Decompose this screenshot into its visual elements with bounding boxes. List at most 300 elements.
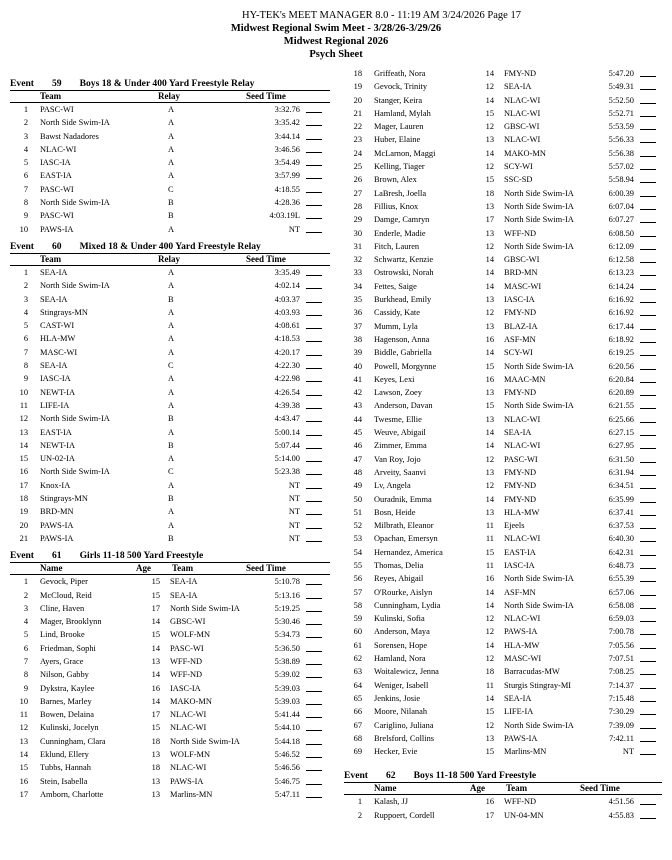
team-cell: MAKO-MN — [504, 148, 546, 158]
table-row — [10, 266, 330, 279]
team-cell: LIFE-IA — [504, 707, 534, 717]
team-cell: SEA-IA — [170, 577, 198, 587]
final-time-blank — [306, 730, 322, 731]
seed-time-cell: 5:47.20 — [608, 69, 634, 78]
age-cell: 13 — [151, 776, 160, 786]
table-row — [344, 493, 662, 506]
team-cell: FMY-ND — [504, 308, 537, 318]
rank-cell: 1 — [23, 267, 28, 277]
seed-time-cell: 4:22.30 — [274, 361, 300, 371]
seed-time-cell: 6:27.95 — [608, 441, 634, 451]
team-cell: Marlins-MN — [170, 789, 213, 799]
rank-cell: 16 — [19, 467, 28, 477]
table-row — [344, 652, 662, 665]
rank-cell: 50 — [353, 494, 362, 504]
seed-time-cell: NT — [288, 480, 300, 490]
results-list — [10, 103, 330, 236]
final-time-blank — [640, 568, 656, 569]
seed-time-cell: 4:43.47 — [274, 414, 300, 424]
age-cell: 15 — [485, 361, 494, 371]
team-cell: GBSC-WI — [170, 617, 206, 627]
team-cell: SSC-SD — [504, 175, 533, 185]
rank-cell: 9 — [23, 211, 28, 221]
age-cell: 12 — [485, 82, 494, 92]
age-cell: 14 — [485, 255, 494, 265]
seed-time-cell: 6:37.41 — [608, 507, 634, 517]
table-row — [10, 615, 330, 628]
relay-cell: A — [168, 400, 175, 410]
seed-time-cell: 6:48.73 — [608, 560, 634, 570]
swimmer-name-cell: Brown, Alex — [374, 175, 417, 185]
age-cell: 13 — [151, 789, 160, 799]
rank-cell: 41 — [353, 374, 362, 384]
age-cell: 15 — [151, 577, 160, 587]
report-header-line: HY-TEK's MEET MANAGER 8.0 - 11:19 AM 3/24/2026 Page 17 — [242, 10, 521, 21]
seed-time-cell: NT — [288, 507, 300, 517]
team-cell: WFF-ND — [170, 656, 203, 666]
final-time-blank — [306, 421, 322, 422]
table-row — [344, 320, 662, 333]
final-time-blank — [640, 129, 656, 130]
team-cell: PAWS-IA — [40, 520, 74, 530]
seed-time-cell: 7:42.11 — [608, 733, 634, 743]
seed-time-cell: 3:35.49 — [274, 267, 300, 277]
team-cell: North Side Swim-IA — [504, 574, 574, 584]
team-cell: NLAC-WI — [170, 723, 207, 733]
team-cell: SEA-IA — [504, 82, 532, 92]
table-row — [344, 705, 662, 718]
final-time-blank — [640, 408, 656, 409]
team-cell: EAST-IA — [40, 427, 72, 437]
table-row — [10, 399, 330, 412]
final-time-blank — [306, 408, 322, 409]
seed-time-cell: 4:20.17 — [274, 347, 300, 357]
seed-time-cell: 6:57.06 — [608, 587, 634, 597]
final-time-blank — [306, 744, 322, 745]
table-row — [10, 279, 330, 292]
team-cell: IASC-IA — [40, 374, 71, 384]
seed-time-cell: 6:13.23 — [608, 268, 634, 278]
team-cell: GBSC-WI — [504, 122, 540, 132]
final-time-blank — [306, 501, 322, 502]
team-cell: WOLF-MN — [170, 750, 211, 760]
team-cell: Marlins-MN — [504, 747, 547, 757]
team-cell: SEA-IA — [40, 294, 68, 304]
rank-cell: 68 — [353, 733, 362, 743]
rank-cell: 60 — [353, 627, 362, 637]
seed-time-cell: 6:12.09 — [608, 241, 634, 251]
final-time-blank — [306, 598, 322, 599]
table-row — [10, 319, 330, 332]
table-row — [10, 452, 330, 465]
final-time-blank — [640, 754, 656, 755]
seed-time-cell: 5:13.16 — [274, 590, 300, 600]
column-headers — [10, 563, 330, 575]
seed-time-cell: 4:03.37 — [274, 294, 300, 304]
swimmer-name-cell: Cline, Haven — [40, 603, 85, 613]
swimmer-name-cell: Kalash, JJ — [374, 797, 408, 807]
table-row — [10, 372, 330, 385]
rank-cell: 43 — [353, 401, 362, 411]
table-row — [10, 346, 330, 359]
relay-cell: A — [168, 307, 175, 317]
team-cell: UN-04-MN — [504, 810, 544, 820]
seed-time-cell: 5:44.18 — [274, 736, 300, 746]
table-row — [344, 386, 662, 399]
table-row — [344, 266, 662, 279]
age-cell: 13 — [485, 507, 494, 517]
event-61 — [10, 549, 330, 801]
table-row — [344, 147, 662, 160]
final-time-blank — [306, 797, 322, 798]
rank-cell: 51 — [353, 507, 362, 517]
age-cell: 13 — [485, 321, 494, 331]
final-time-blank — [640, 222, 656, 223]
age-cell: 14 — [485, 95, 494, 105]
seed-time-cell: 7:15.48 — [608, 693, 634, 703]
final-time-blank — [640, 462, 656, 463]
seed-time-cell: 5:49.31 — [608, 82, 634, 92]
team-cell: ASF-MN — [504, 334, 536, 344]
team-cell: PAWS-IA — [504, 733, 538, 743]
final-time-blank — [306, 528, 322, 529]
relay-cell: B — [168, 494, 174, 504]
seed-time-cell: 5:39.03 — [274, 683, 300, 693]
column-header-seed: Seed Time — [246, 91, 286, 101]
seed-time-cell: 4:28.36 — [274, 198, 300, 208]
team-cell: North Side Swim-IA — [40, 118, 110, 128]
results-list — [344, 795, 662, 822]
team-cell: North Side Swim-IA — [504, 241, 574, 251]
relay-cell: A — [168, 224, 175, 234]
team-cell: FMY-ND — [504, 494, 537, 504]
team-cell: North Side Swim-IA — [40, 414, 110, 424]
seed-time-cell: 4:26.54 — [274, 387, 300, 397]
table-row — [10, 116, 330, 129]
table-row — [344, 745, 662, 758]
rank-cell: 39 — [353, 348, 362, 358]
rank-cell: 16 — [19, 776, 28, 786]
final-time-blank — [306, 112, 322, 113]
table-row — [344, 639, 662, 652]
table-row — [10, 602, 330, 615]
table-row — [10, 156, 330, 169]
table-row — [10, 519, 330, 532]
rank-cell: 13 — [19, 736, 28, 746]
table-row — [344, 532, 662, 545]
team-cell: Sturgis Stingray-MI — [504, 680, 572, 690]
relay-cell: A — [168, 347, 175, 357]
table-row — [344, 160, 662, 173]
final-time-blank — [640, 648, 656, 649]
age-cell: 16 — [485, 574, 494, 584]
rank-cell: 4 — [23, 307, 28, 317]
table-row — [344, 360, 662, 373]
final-time-blank — [640, 818, 656, 819]
seed-time-cell: 5:41.44 — [274, 710, 300, 720]
swimmer-name-cell: Thomas, Delia — [374, 560, 424, 570]
event-title: Boys 11-18 500 Yard Freestyle — [413, 770, 537, 782]
team-cell: LIFE-IA — [40, 400, 70, 410]
final-time-blank — [306, 139, 322, 140]
team-cell: SEA-IA — [504, 693, 532, 703]
rank-cell: 2 — [23, 118, 28, 128]
team-cell: Stingrays-MN — [40, 307, 88, 317]
seed-time-cell: 6:37.53 — [608, 521, 634, 531]
rank-cell: 10 — [19, 387, 28, 397]
table-row — [344, 546, 662, 559]
rank-cell: 1 — [23, 105, 28, 114]
seed-time-cell: 6:20.84 — [608, 374, 634, 384]
rank-cell: 9 — [23, 683, 28, 693]
rank-cell: 35 — [353, 295, 362, 305]
table-row — [10, 439, 330, 452]
age-cell: 13 — [151, 750, 160, 760]
rank-cell: 66 — [353, 707, 362, 717]
table-row — [344, 479, 662, 492]
event-title: Mixed 18 & Under 400 Yard Freestyle Relay — [79, 240, 261, 252]
team-cell: EAST-IA — [40, 171, 72, 181]
seed-time-cell: NT — [288, 533, 300, 543]
final-time-blank — [306, 541, 322, 542]
column-header-name: Name — [40, 563, 63, 574]
age-cell: 14 — [151, 643, 160, 653]
rank-cell: 47 — [353, 454, 362, 464]
team-cell: WFF-ND — [504, 797, 537, 807]
age-cell: 14 — [151, 670, 160, 680]
swimmer-name-cell: Jenkins, Josie — [374, 693, 421, 703]
left-column — [10, 77, 330, 801]
relay-cell: B — [168, 414, 174, 424]
rank-cell: 64 — [353, 680, 362, 690]
table-row — [344, 466, 662, 479]
rank-cell: 58 — [353, 600, 362, 610]
age-cell: 17 — [151, 603, 160, 613]
column-headers — [10, 254, 330, 266]
team-cell: North Side Swim-IA — [40, 198, 110, 208]
final-time-blank — [306, 152, 322, 153]
relay-cell: B — [168, 211, 174, 221]
age-cell: 15 — [485, 707, 494, 717]
swimmer-name-cell: Weniger, Isabell — [374, 680, 429, 690]
age-cell: 18 — [485, 188, 494, 198]
rank-cell: 36 — [353, 308, 362, 318]
seed-time-cell: 5:46.52 — [274, 750, 300, 760]
final-time-blank — [306, 651, 322, 652]
table-row — [10, 412, 330, 425]
rank-cell: 2 — [357, 810, 362, 820]
team-cell: Bawst Nadadores — [40, 131, 99, 141]
event-label: Event — [10, 550, 34, 562]
final-time-blank — [640, 355, 656, 356]
column-headers — [344, 783, 662, 795]
table-row — [344, 200, 662, 213]
final-time-blank — [306, 435, 322, 436]
relay-cell: B — [168, 198, 174, 208]
swimmer-name-cell: Hecker, Evie — [374, 747, 418, 757]
table-row — [10, 306, 330, 319]
age-cell: 14 — [485, 693, 494, 703]
relay-cell: A — [168, 171, 175, 181]
rank-cell: 24 — [353, 148, 362, 158]
rank-cell: 3 — [23, 131, 28, 141]
final-time-blank — [640, 488, 656, 489]
relay-cell: B — [168, 294, 174, 304]
seed-time-cell: 5:57.02 — [608, 162, 634, 172]
rank-cell: 18 — [353, 69, 362, 78]
rank-cell: 10 — [19, 224, 28, 234]
team-cell: MASC-WI — [504, 654, 542, 664]
age-cell: 15 — [151, 723, 160, 733]
seed-time-cell: 5:58.94 — [608, 175, 634, 185]
swimmer-name-cell: Zimmer, Emma — [374, 441, 427, 451]
final-time-blank — [640, 804, 656, 805]
seed-time-cell: 4:18.53 — [274, 334, 300, 344]
seed-time-cell: 3:32.76 — [274, 105, 300, 114]
final-time-blank — [640, 103, 656, 104]
table-row — [10, 761, 330, 774]
age-cell: 17 — [485, 215, 494, 225]
rank-cell: 65 — [353, 693, 362, 703]
rank-cell: 55 — [353, 560, 362, 570]
age-cell: 12 — [485, 308, 494, 318]
final-time-blank — [640, 116, 656, 117]
team-cell: NEWT-IA — [40, 440, 76, 450]
swimmer-name-cell: Kulinski, Sofia — [374, 614, 425, 624]
rank-cell: 3 — [23, 294, 28, 304]
meet-subtitle: Midwest Regional 2026 — [283, 36, 389, 47]
age-cell: 15 — [485, 108, 494, 118]
rank-cell: 28 — [353, 201, 362, 211]
seed-time-cell: 6:25.66 — [608, 414, 634, 424]
team-cell: PAWS-IA — [170, 776, 204, 786]
swimmer-name-cell: Barnes, Marley — [40, 696, 92, 706]
age-cell: 14 — [485, 281, 494, 291]
table-row — [10, 748, 330, 761]
age-cell: 14 — [485, 428, 494, 438]
team-cell: North Side Swim-IA — [504, 201, 574, 211]
seed-time-cell: 4:02.14 — [274, 281, 300, 291]
seed-time-cell: 4:03.19L — [269, 211, 300, 221]
relay-cell: A — [168, 454, 175, 464]
swimmer-name-cell: Fillius, Knox — [374, 201, 419, 211]
seed-time-cell: 5:34.73 — [274, 630, 300, 640]
seed-time-cell: 5:52.71 — [608, 108, 634, 118]
final-time-blank — [306, 514, 322, 515]
age-cell: 12 — [485, 654, 494, 664]
swimmer-name-cell: Griffeath, Nora — [374, 69, 426, 78]
seed-time-cell: NT — [288, 224, 300, 234]
final-time-blank — [306, 637, 322, 638]
rank-cell: 27 — [353, 188, 362, 198]
age-cell: 14 — [485, 441, 494, 451]
seed-time-cell: 7:00.78 — [608, 627, 634, 637]
team-cell: SEA-IA — [40, 361, 68, 371]
seed-time-cell: 6:31.94 — [608, 467, 634, 477]
rank-cell: 15 — [19, 763, 28, 773]
seed-time-cell: 6:16.92 — [608, 308, 634, 318]
table-row — [344, 67, 662, 80]
seed-time-cell: 6:00.39 — [608, 188, 634, 198]
table-row — [344, 253, 662, 266]
rank-cell: 62 — [353, 654, 362, 664]
final-time-blank — [640, 395, 656, 396]
swimmer-name-cell: McCloud, Reid — [40, 590, 92, 600]
seed-time-cell: 6:12.58 — [608, 255, 634, 265]
rank-cell: 25 — [353, 162, 362, 172]
final-time-blank — [306, 302, 322, 303]
team-cell: EAST-IA — [504, 547, 536, 557]
final-time-blank — [306, 611, 322, 612]
age-cell: 12 — [485, 241, 494, 251]
final-time-blank — [640, 634, 656, 635]
event-title-bar — [344, 769, 662, 783]
rank-cell: 1 — [357, 797, 362, 807]
age-cell: 11 — [485, 534, 494, 544]
event-60 — [10, 240, 330, 545]
column-header-team: Team — [506, 783, 528, 794]
age-cell: 12 — [485, 454, 494, 464]
event-title-bar — [10, 240, 330, 254]
rank-cell: 14 — [19, 750, 28, 760]
relay-cell: A — [168, 507, 175, 517]
table-row — [344, 306, 662, 319]
age-cell: 14 — [485, 268, 494, 278]
seed-time-cell: 5:36.50 — [274, 643, 300, 653]
rank-cell: 4 — [23, 617, 28, 627]
team-cell: MASC-WI — [40, 347, 78, 357]
final-time-blank — [640, 315, 656, 316]
rank-cell: 32 — [353, 255, 362, 265]
team-cell: BRD-MN — [504, 268, 538, 278]
table-row — [344, 665, 662, 678]
relay-cell: A — [168, 334, 175, 344]
seed-time-cell: 6:58.08 — [608, 600, 634, 610]
final-time-blank — [640, 302, 656, 303]
seed-time-cell: 5:07.44 — [274, 440, 300, 450]
table-row — [344, 80, 662, 93]
seed-time-cell: 3:46.56 — [274, 144, 300, 154]
team-cell: NLAC-WI — [504, 414, 541, 424]
final-time-blank — [306, 368, 322, 369]
swimmer-name-cell: Stanger, Keira — [374, 95, 423, 105]
final-time-blank — [640, 515, 656, 516]
rank-cell: 59 — [353, 614, 362, 624]
rank-cell: 13 — [19, 427, 28, 437]
seed-time-cell: 3:44.14 — [274, 131, 300, 141]
team-cell: NLAC-WI — [170, 763, 207, 773]
table-row — [344, 612, 662, 625]
rank-cell: 5 — [23, 158, 28, 168]
rank-cell: 8 — [23, 198, 28, 208]
team-cell: SEA-IA — [170, 590, 198, 600]
seed-time-cell: 4:51.56 — [608, 797, 634, 807]
seed-time-cell: 5:38.89 — [274, 656, 300, 666]
age-cell: 12 — [485, 162, 494, 172]
seed-time-cell: 7:30.29 — [608, 707, 634, 717]
age-cell: 17 — [151, 710, 160, 720]
swimmer-name-cell: Brelsford, Collins — [374, 733, 435, 743]
final-time-blank — [306, 232, 322, 233]
seed-time-cell: 4:08.61 — [274, 321, 300, 331]
table-row — [344, 173, 662, 186]
team-cell: WFF-ND — [504, 228, 537, 238]
age-cell: 15 — [485, 547, 494, 557]
rank-cell: 17 — [19, 789, 28, 799]
age-cell: 14 — [485, 69, 494, 78]
table-row — [344, 426, 662, 439]
seed-time-cell: 5:44.10 — [274, 723, 300, 733]
